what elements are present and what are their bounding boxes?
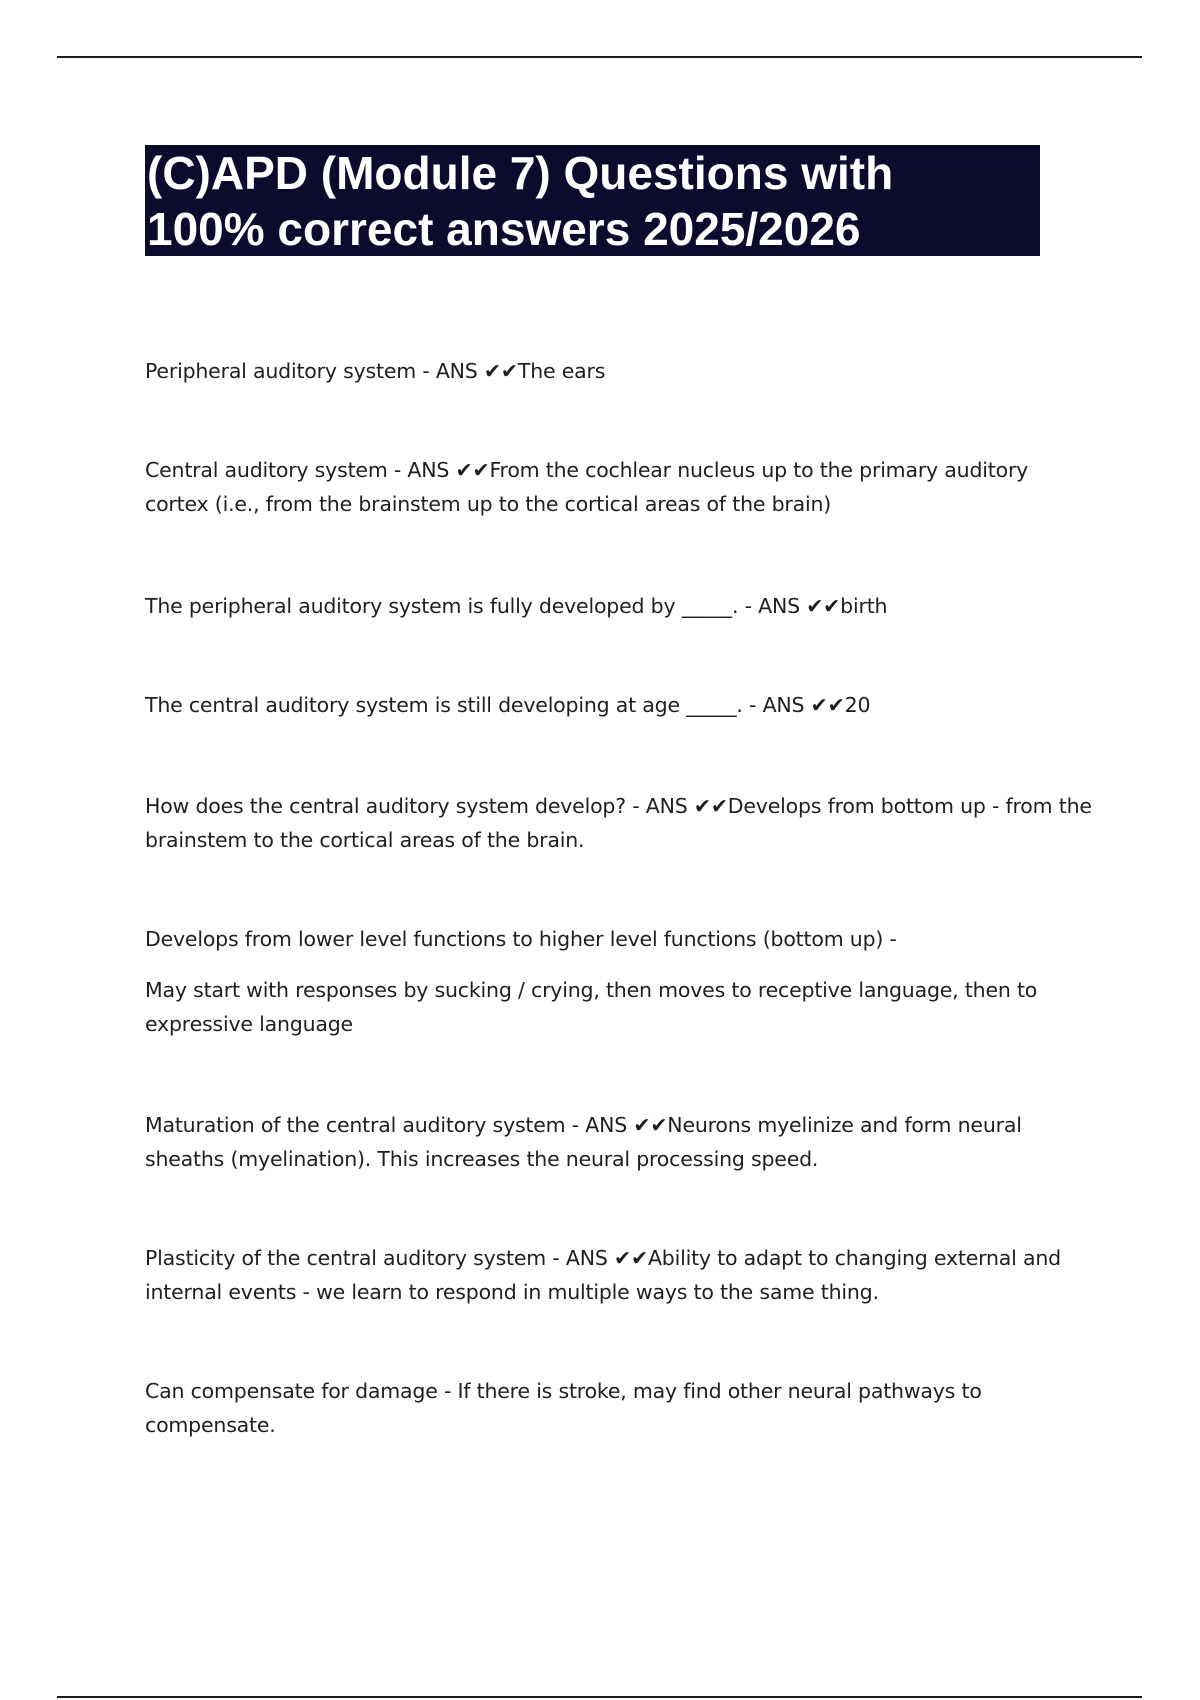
document-title xyxy=(147,145,1040,257)
qa-item-central: Central auditory system - ANS ✔✔From the cochlear nucleus up to the primary auditory cortex (i.e., from the brainstem up to the cortical areas of the brain) xyxy=(145,458,1029,516)
qa-item-maturation: Maturation of the central auditory system - ANS ✔✔Neurons myelinize and form neural sheaths (myelination). This increases the neural processing speed. xyxy=(145,1113,1022,1171)
title-line-1: (C)APD (Module 7) Questions with xyxy=(147,147,894,199)
qa-item-sucking-crying: May start with responses by sucking / crying, then moves to receptive language, then to expressive language xyxy=(145,978,1038,1036)
qa-item-how-develop: How does the central auditory system develop? - ANS ✔✔Develops from bottom up - from the brainstem to the cortical areas of the brain. xyxy=(145,794,1092,852)
qa-item-compensate: Can compensate for damage - If there is stroke, may find other neural pathways to compensate. xyxy=(145,1379,982,1437)
header-rule xyxy=(57,56,1142,58)
title-banner xyxy=(145,145,1040,256)
qa-item-peripheral-developed: The peripheral auditory system is fully developed by _____. - ANS ✔✔birth xyxy=(145,594,888,618)
qa-item-lower-higher: Develops from lower level functions to higher level functions (bottom up) - xyxy=(145,927,897,951)
qa-item-central-developing: The central auditory system is still developing at age _____. - ANS ✔✔20 xyxy=(145,693,871,717)
qa-item-plasticity: Plasticity of the central auditory system - ANS ✔✔Ability to adapt to changing external and internal events - we learn to respond in multiple ways to the same thing. xyxy=(145,1246,1061,1304)
title-line-2: 100% correct answers 2025/2026 xyxy=(147,203,861,255)
qa-item-peripheral: Peripheral auditory system - ANS ✔✔The ears xyxy=(145,359,606,383)
footer-rule xyxy=(57,1696,1142,1698)
